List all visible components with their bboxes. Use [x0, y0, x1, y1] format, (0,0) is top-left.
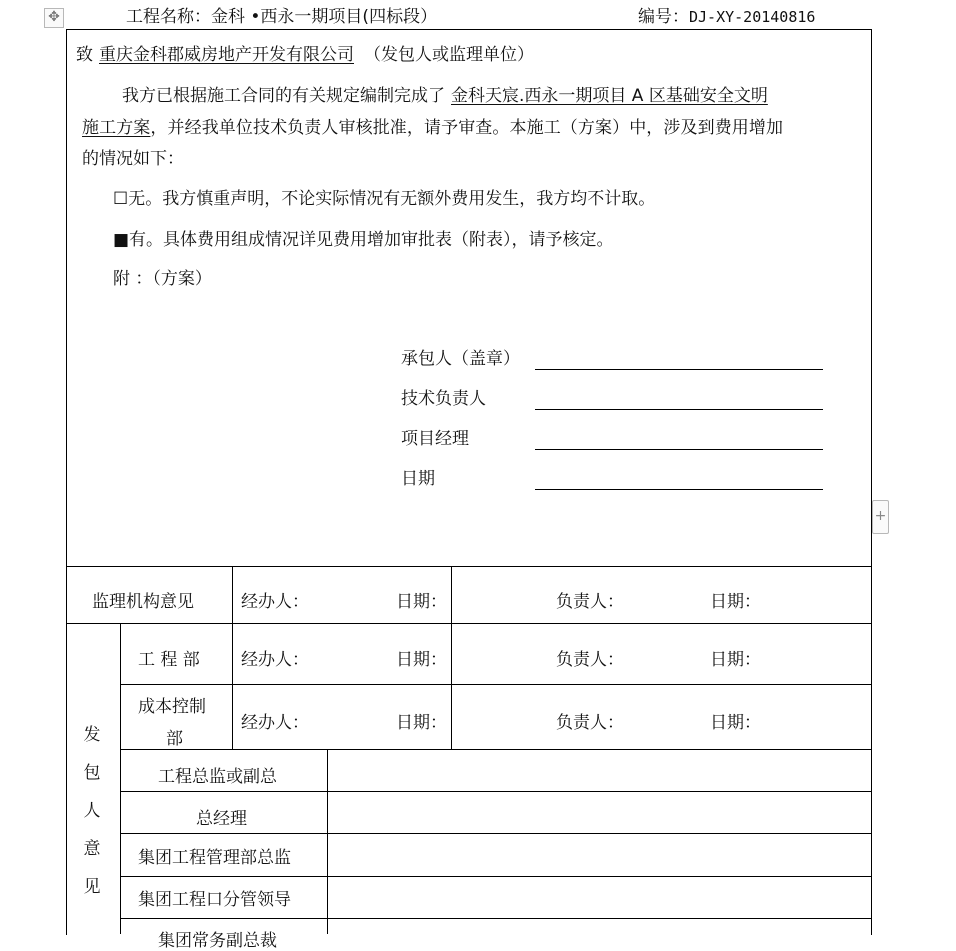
handler-label: 经办人：	[241, 713, 309, 733]
tech-lead-signature-line[interactable]	[535, 409, 823, 410]
responsible-label: 负责人：	[556, 592, 624, 612]
responsible-label: 负责人：	[556, 713, 624, 733]
add-row-icon[interactable]: +	[872, 500, 889, 534]
approver-row-label: 总经理	[196, 809, 247, 829]
responsible-label: 负责人：	[556, 650, 624, 670]
approver-row-label: 集团工程口分管领导	[138, 890, 291, 910]
cost-control-label-2: 部	[166, 729, 183, 749]
approver-row-label: 集团常务副总裁	[158, 931, 277, 951]
approver-row-label: 集团工程管理部总监	[138, 848, 291, 868]
approver-row-label: 工程总监或副总	[158, 767, 277, 787]
contractor-signature-line[interactable]	[535, 369, 823, 370]
document-number: 编号：DJ-XY-20140816	[638, 7, 816, 27]
handler-label: 经办人：	[241, 592, 309, 612]
contractor-label: 承包人（盖章）	[401, 349, 520, 369]
engineering-dept-label: 工 程 部	[138, 650, 200, 670]
project-name: 工程名称：金科 •西永一期项目(四标段）	[126, 7, 438, 27]
attachment-note: 附 ：（方案）	[113, 269, 212, 289]
addressee-line: 致 重庆金科郡威房地产开发有限公司 （发包人或监理单位）	[76, 45, 534, 65]
date-signature-line[interactable]	[535, 489, 823, 490]
date-label: 日期：	[710, 713, 761, 733]
owner-opinion-label: 发 包 人 意 见	[83, 725, 101, 897]
tech-lead-label: 技术负责人	[401, 389, 486, 409]
date-label: 日期：	[710, 592, 761, 612]
table-move-icon[interactable]: ✥	[44, 8, 64, 28]
handler-label: 经办人：	[241, 650, 309, 670]
date-label: 日期	[401, 469, 435, 489]
option-yes: ■有。具体费用组成情况详见费用增加审批表（附表），请予核定。	[113, 230, 614, 250]
body-paragraph: 我方已根据施工合同的有关规定编制完成了 金科天宸.西永一期项目 A 区基础安全文明 施工方案，并经我单位技术负责人审核批准，请予审查。本施工（方案）中，涉及到费用增加 的情况如下：	[82, 86, 784, 169]
date-label: 日期：	[710, 650, 761, 670]
supervision-opinion-label: 监理机构意见	[92, 592, 194, 612]
pm-label: 项目经理	[401, 429, 469, 449]
option-none: ☐无。我方慎重声明，不论实际情况有无额外费用发生，我方均不计取。	[113, 189, 656, 209]
cost-control-label: 成本控制	[138, 697, 206, 717]
date-label: 日期：	[396, 713, 447, 733]
pm-signature-line[interactable]	[535, 449, 823, 450]
date-label: 日期：	[396, 650, 447, 670]
date-label: 日期：	[396, 592, 447, 612]
